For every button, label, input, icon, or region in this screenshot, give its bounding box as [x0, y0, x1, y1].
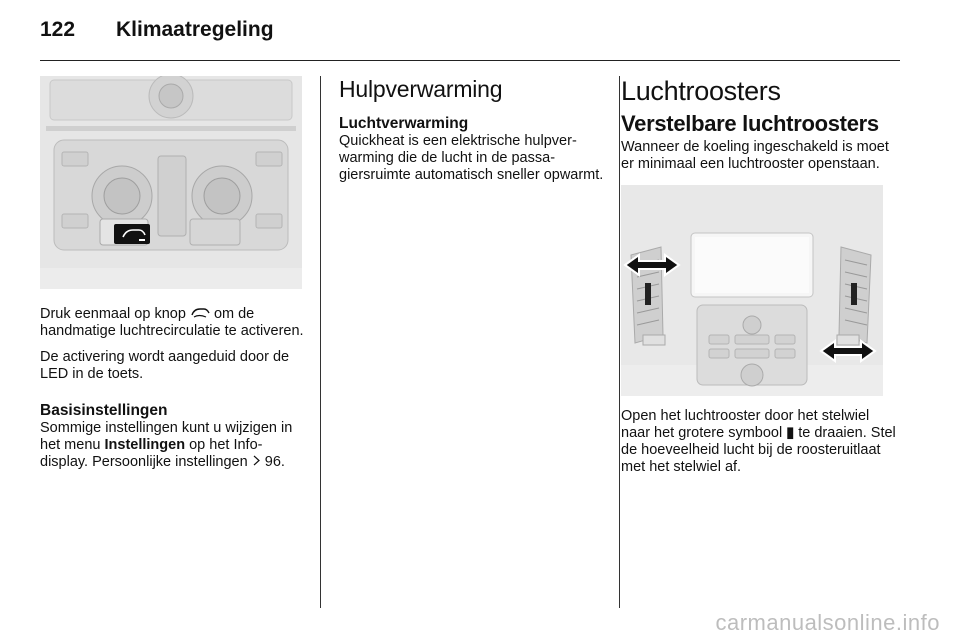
- column-divider-2: [619, 76, 620, 608]
- column-1: [40, 76, 305, 480]
- watermark: carmanualsonline.info: [715, 610, 940, 635]
- led-paragraph: De activering wordt aangeduid door de LED in de toets.: [40, 349, 290, 382]
- climate-panel-drawing: [40, 76, 302, 289]
- chapter-title: Klimaatregeling: [116, 18, 274, 41]
- air-vent-illustration: [621, 185, 883, 396]
- recirculation-car-icon: [190, 306, 210, 321]
- column-divider-1: [320, 76, 321, 608]
- climate-panel-illustration: [40, 76, 302, 289]
- basisinstellingen-paragraph: Sommige instellingen kunt u wijzigen in het menu Instellingen op het Info-display. Persoonlijke instellingen 96.: [40, 420, 293, 470]
- page-number: 122: [40, 18, 76, 41]
- air-vent-drawing: [621, 185, 883, 396]
- verstelbare-luchtroosters-heading: Verstelbare luchtroosters: [621, 111, 879, 136]
- luchtverwarming-heading: Luchtverwarming: [339, 115, 469, 132]
- page-reference-icon: [252, 454, 261, 470]
- luchtroosters-heading: Luchtroosters: [621, 76, 781, 106]
- recirculation-paragraph: Druk eenmaal op knop om de handmatige luchtrecirculatie te activeren.: [40, 306, 304, 339]
- column-2: [339, 76, 609, 193]
- column-3: [621, 76, 901, 485]
- koeling-paragraph: Wanneer de koeling ingeschakeld is moet er minimaal een luchtrooster openstaan.: [621, 139, 889, 172]
- large-vent-symbol: ▮: [786, 425, 795, 441]
- stelwiel-paragraph: Open het luchtrooster door het stelwiel naar het grotere symbool ▮ te draaien. Stel de hoeveelheid lucht bij de roosteruitlaat met het stelwiel af.: [621, 408, 896, 475]
- hulpverwarming-heading: Hulpverwarming: [339, 76, 503, 102]
- basisinstellingen-heading: Basisinstellingen: [40, 402, 168, 419]
- header-rule: [40, 60, 900, 61]
- quickheat-paragraph: Quickheat is een elektrische hulpverwarming die de lucht in de passagiersruimte automatisch sneller opwarmt.: [339, 133, 604, 183]
